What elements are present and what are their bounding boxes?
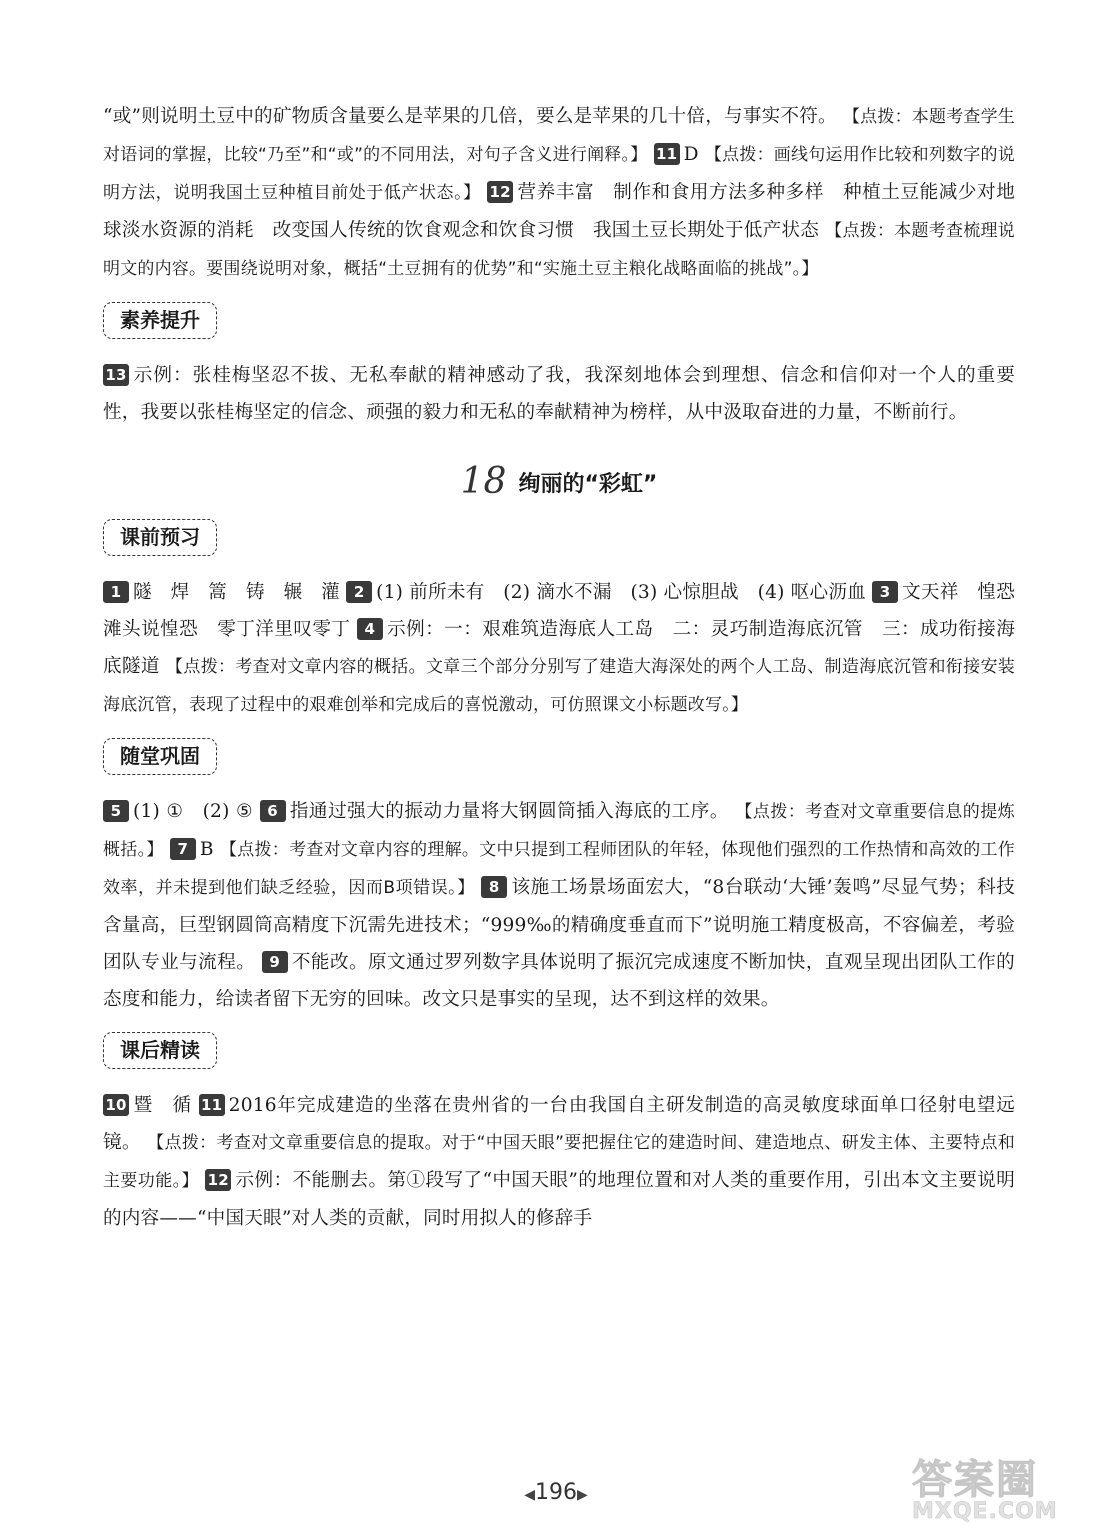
answer-text: 文天祥 惶恐滩头说惶恐 零丁洋里叹零丁 xyxy=(103,582,1015,640)
section-header-suitang: 随堂巩固 xyxy=(103,738,217,775)
tip-text: 【点拨：本题考查梳理说明文的内容。要围绕说明对象，概括“土豆拥有的优势”和“实施土豆主粮化战略面临的挑战”。】 xyxy=(103,221,1015,279)
answer-text: “或”则说明土豆中的矿物质含量要么是苹果的几倍，要么是苹果的几十倍，与事实不符。 xyxy=(103,106,837,127)
answer-paragraph-keqian xyxy=(103,574,1015,724)
question-number-4: 4 xyxy=(357,618,383,640)
question-number-1: 1 xyxy=(103,581,129,603)
watermark-url: MXQE.COM xyxy=(912,1499,1058,1524)
answer-text: 指通过强大的振动力量将大钢圆筒插入海底的工序。 xyxy=(289,801,729,822)
question-number-11: 11 xyxy=(654,143,680,165)
watermark xyxy=(912,1448,1102,1528)
right-triangle-icon: ▶ xyxy=(577,1487,588,1503)
chapter-number: 18 xyxy=(460,461,507,502)
answer-text: 该施工场景场面宏大，“8台联动‘大锤’轰鸣”尽显气势；科技含量高，巨型钢圆筒高精度下沉需先进技术；“999‰的精确度垂直而下”说明施工精度极高，不容偏差，考验团队专业与流程。 xyxy=(103,877,1015,973)
question-number-8: 8 xyxy=(481,876,507,898)
question-number-5: 5 xyxy=(103,800,129,822)
tip-text: 【点拨：考查对文章内容的概括。文章三个部分分别写了建造大海深处的两个人工岛、制造海底沉管和衔接安装海底沉管，表现了过程中的艰难创举和完成后的喜悦激动，可仿照课文小标题改写。】 xyxy=(103,657,1015,715)
left-triangle-icon: ◀ xyxy=(524,1487,535,1503)
page-number: 196 xyxy=(535,1480,577,1505)
tip-text: 【点拨：考查对文章重要信息的提取。对于“中国天眼”要把握住它的建造时间、建造地点、研发主体、主要特点和主要功能。】 xyxy=(103,1133,1015,1191)
answer-text: 示例：不能删去。第①段写了“中国天眼”的地理位置和对人类的重要作用，引出本文主要说明的内容——“中国天眼”对人类的贡献，同时用拟人的修辞手 xyxy=(103,1170,1016,1229)
section-header-kehou: 课后精读 xyxy=(103,1032,217,1069)
question-number-9: 9 xyxy=(262,951,288,973)
tip-text: 【点拨：本题考查学生对语词的掌握，比较“乃至”和“或”的不同用法，对句子含义进行阐释。】 xyxy=(103,107,1016,165)
page-content xyxy=(103,98,1015,1237)
answer-text: 暨 循 xyxy=(133,1095,192,1116)
section-header-keqian: 课前预习 xyxy=(103,519,217,556)
answer-paragraph-kehou xyxy=(103,1087,1015,1237)
tip-text: 【点拨：考查对文章重要信息的提炼概括。】 xyxy=(103,802,1015,860)
question-number-12: 12 xyxy=(205,1169,231,1191)
answer-paragraph-suitang xyxy=(103,793,1015,1018)
answer-text: (1) 前所未有 (2) 滴水不漏 (3) 心惊胆战 (4) 呕心沥血 xyxy=(376,582,866,603)
section-header-suyang: 素养提升 xyxy=(103,302,217,339)
answer-text: B xyxy=(199,839,214,860)
answer-text: 不能改。原文通过罗列数字具体说明了振沉完成速度不断加快，直观呈现出团队工作的态度和能力，给读者留下无穷的回味。改文只是事实的呈现，达不到这样的效果。 xyxy=(103,952,1015,1010)
question-number-2: 2 xyxy=(346,581,372,603)
question-number-6: 6 xyxy=(260,800,286,822)
question-number-7: 7 xyxy=(170,838,196,860)
chapter-heading xyxy=(103,461,1015,505)
answer-text: 示例：张桂梅坚忍不拔、无私奉献的精神感动了我，我深刻地体会到理想、信念和信仰对一个人的重要性，我要以张桂梅坚定的信念、顽强的毅力和无私的奉献精神为榜样，从中汲取奋进的力量，不断前行。 xyxy=(103,365,1015,423)
answer-text: 隧 焊 篙 铸 辗 灌 xyxy=(133,582,341,603)
answer-text: D xyxy=(683,144,699,165)
question-number-11: 11 xyxy=(199,1094,225,1116)
question-number-13: 13 xyxy=(103,364,129,386)
answer-paragraph-suyang xyxy=(103,357,1015,431)
tip-text: 【点拨：画线句运用作比较和列数字的说明方法，说明我国土豆种植目前处于低产状态。】 xyxy=(103,145,1015,203)
watermark-logo: 答案圈 xyxy=(912,1457,1038,1503)
answer-paragraph-top xyxy=(103,98,1015,288)
answer-text: 2016年完成建造的坐落在贵州省的一台由我国自主研发制造的高灵敏度球面单口径射电望远镜。 xyxy=(103,1095,1015,1153)
chapter-title: 绚丽的“彩虹” xyxy=(518,472,658,497)
question-number-10: 10 xyxy=(103,1094,129,1116)
question-number-12: 12 xyxy=(487,181,513,203)
answer-text: 示例：一：艰难筑造海底人工岛 二：灵巧制造海底沉管 三：成功衔接海底隧道 xyxy=(103,619,1015,677)
tip-text: 【点拨：考查对文章内容的理解。文中只提到工程师团队的年轻，体现他们强烈的工作热情和高效的工作效率，并未提到他们缺乏经验，因而B项错误。】 xyxy=(103,840,1015,898)
answer-text: 营养丰富 制作和食用方法多种多样 种植土豆能减少对地球淡水资源的消耗 改变国人传统的饮食观念和饮食习惯 我国土豆长期处于低产状态 xyxy=(103,182,1015,241)
answer-text: (1) ① (2) ⑤ xyxy=(133,801,254,822)
question-number-3: 3 xyxy=(872,581,898,603)
